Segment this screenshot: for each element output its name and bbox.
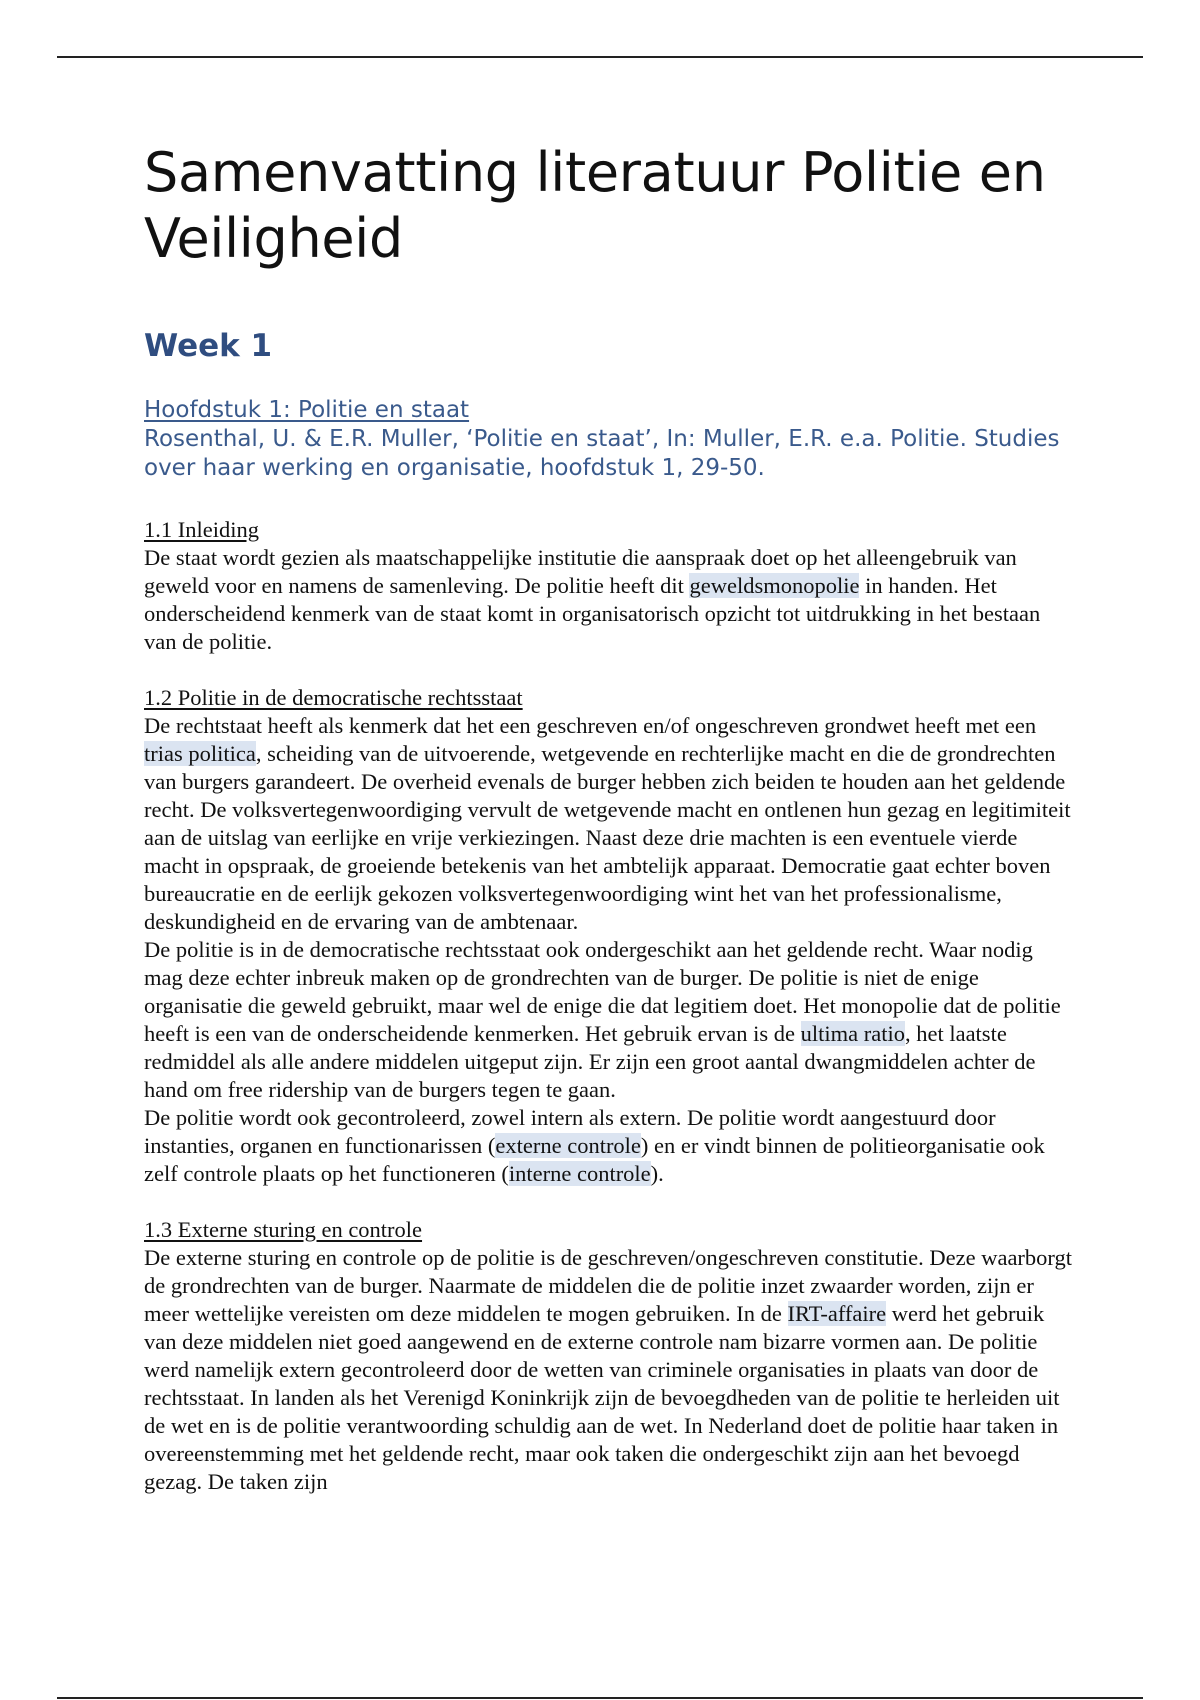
section-title: 1.2 Politie in de democratische rechtsstaat xyxy=(144,685,523,710)
chapter-header xyxy=(144,396,1074,483)
text-run: in handen. Het onderscheidend kenmerk van de staat komt in organisatorisch opzicht tot uitdrukking in het bestaan van de politie. xyxy=(144,573,1041,654)
section xyxy=(144,684,1074,1188)
text-run: , scheiding van de uitvoerende, wetgevende en rechterlijke macht en die de grondrechten van burgers garandeert. De overheid evenals de burger hebben zich beiden te houden aan het geldende recht. De volksvertegenwoordiging vervult de wetgevende macht en ontlenen hun gezag en legitimiteit aan de uitslag van eerlijke en vrije verkiezingen. Naast deze drie machten is een eventuele vierde macht in opspraak, de groeiende betekenis van het ambtelijk apparaat. Democratie gaat echter boven bureaucratie en de eerlijk gekozen volksvertegenwoordiging wint het van het professionalisme, deskundigheid en de ervaring van de ambtenaar. xyxy=(144,741,1071,934)
text-run: , het laatste redmiddel als alle andere middelen uitgeput zijn. Er zijn een groot aantal dwangmiddelen achter de hand om free ridership van de burgers tegen te gaan. xyxy=(144,1021,1036,1102)
highlighted-term: externe controle xyxy=(495,1133,641,1158)
highlighted-term: IRT-affaire xyxy=(787,1301,887,1326)
chapter-title: Hoofdstuk 1: Politie en staat xyxy=(144,397,470,423)
document-body xyxy=(144,516,1074,1524)
top-rule xyxy=(57,56,1143,58)
highlighted-term: geweldsmonopolie xyxy=(689,573,860,598)
section xyxy=(144,1216,1074,1496)
document-page xyxy=(144,140,1074,1494)
paragraph xyxy=(144,544,1074,656)
text-run: De staat wordt gezien als maatschappelijke institutie die aanspraak doet op het alleengebruik van geweld voor en namens de samenleving. De politie heeft dit xyxy=(144,545,1017,598)
section-title: 1.1 Inleiding xyxy=(144,517,259,542)
paragraph xyxy=(144,712,1074,936)
section xyxy=(144,516,1074,656)
bottom-rule xyxy=(57,1697,1143,1699)
text-run: De externe sturing en controle op de politie is de geschreven/ongeschreven constitutie. Deze waarborgt de grondrechten van de burger. Naarmate de middelen die de politie inzet zwaarder worden, zijn er meer wettelijke vereisten om deze middelen te mogen gebruiken. In de xyxy=(144,1245,1073,1326)
text-run: De rechtstaat heeft als kenmerk dat het een geschreven en/of ongeschreven grondwet heeft met een xyxy=(144,713,1037,738)
text-run: ). xyxy=(650,1161,664,1186)
highlighted-term: ultima ratio xyxy=(800,1021,905,1046)
highlighted-term: trias politica xyxy=(144,741,256,766)
week-heading: Week 1 xyxy=(144,328,273,364)
highlighted-term: interne controle xyxy=(508,1161,651,1186)
paragraph xyxy=(144,1244,1074,1496)
document-title: Samenvatting literatuur Politie en Veiligheid xyxy=(144,141,1046,270)
paragraph xyxy=(144,936,1074,1104)
section-title: 1.3 Externe sturing en controle xyxy=(144,1217,423,1242)
text-run: De politie wordt ook gecontroleerd, zowel intern als extern. De politie wordt aangestuurd door instanties, organen en functionarissen ( xyxy=(144,1105,996,1158)
text-run: ) en er vindt binnen de politieorganisatie ook zelf controle plaats op het functioneren ( xyxy=(144,1133,1045,1186)
chapter-reference: Rosenthal, U. & E.R. Muller, ‘Politie en staat’, In: Muller, E.R. e.a. Politie. Studies over haar werking en organisatie, hoofdstuk 1, 29-50. xyxy=(144,426,1060,481)
text-run: De politie is in de democratische rechtsstaat ook ondergeschikt aan het geldende recht. Waar nodig mag deze echter inbreuk maken op de grondrechten van de burger. De politie is niet de enige organisatie die geweld gebruikt, maar wel de enige die dat legitiem doet. Het monopolie dat de politie heeft is een van de onderscheidende kenmerken. Het gebruik ervan is de xyxy=(144,937,1061,1046)
paragraph xyxy=(144,1104,1074,1188)
text-run: werd het gebruik van deze middelen niet goed aangewend en de externe controle nam bizarre vormen aan. De politie werd namelijk extern gecontroleerd door de wetten van criminele organisaties in plaats van door de rechtsstaat. In landen als het Verenigd Koninkrijk zijn de bevoegdheden van de politie te herleiden uit de wet en is de politie verantwoording schuldig aan de wet. In Nederland doet de politie haar taken in overeenstemming met het geldende recht, maar ook taken die ondergeschikt zijn aan het bevoegd gezag. De taken zijn xyxy=(144,1301,1060,1494)
